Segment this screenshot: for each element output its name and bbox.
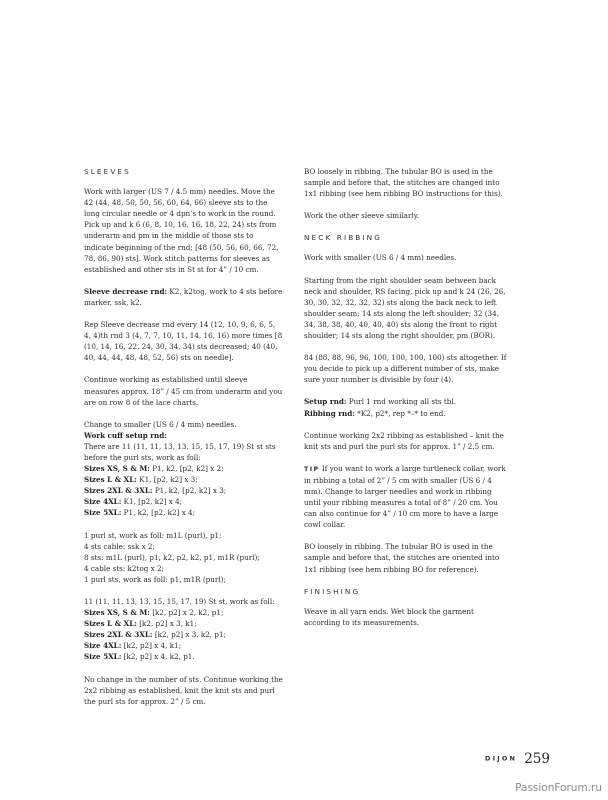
page-footer xyxy=(485,748,550,767)
right-column xyxy=(304,166,508,639)
tip-paragraph xyxy=(304,463,508,531)
neck-needles-paragraph: Work with smaller (US 6 / 4 mm) needles. xyxy=(304,253,457,263)
st-size-line: Size 5XL: [k2, p2] x 4, k2, p1. xyxy=(84,652,195,662)
change-needles-line: Change to smaller (US 6 / 4 mm) needles. xyxy=(84,419,237,429)
ribbing-rnd-line: Ribbing rnd: *K2, p2*, rep *–* to end. xyxy=(304,408,446,418)
cable-line: 4 cable sts: k2tog x 2; xyxy=(84,563,164,573)
cuff-size-line: Sizes L & XL: K1, [p2, k2] x 3; xyxy=(84,475,198,485)
repeat-decrease-paragraph: Rep Sleeve decrease rnd every 14 (12, 10, 9, 6, 6, 5, 4, 4)th rnd 3 (4, 7, 7, 10, 11, 14, 16, 16) more times [8 (10, 14, 16, 22, 24, 30, 34, 34) sts decreased; 40 (40, 40, 44, 44, 48, 48, 52, 56) sts on needle]. xyxy=(84,320,283,363)
bo-paragraph-2: BO loosely in ribbing. The tubular BO is used in the sample and before that, the stitches are oriented into 1x1 ribbing (see hem ribbing BO for reference). xyxy=(304,542,500,574)
other-sleeve-paragraph: Work the other sleeve similarly. xyxy=(304,211,420,221)
final-ribbing-paragraph: No change in the number of sts. Continue working the 2x2 ribbing as established, knit the knit sts and purl the purl sts for approx. 2” / 5 cm. xyxy=(84,674,283,706)
sleeve-decrease-label: Sleeve decrease rnd: xyxy=(84,286,168,296)
sleeve-decrease-text: K2, k2tog, work to 4 sts before marker, ssk, k2. xyxy=(84,286,283,307)
sleeves-heading: SLEEVES xyxy=(84,167,131,176)
cuff-size-line: Sizes XS, S & M: P1, k2, [p2, k2] x 2; xyxy=(84,464,224,474)
cable-line: 8 sts: m1L (purl), p1, k2, p2, k2, p1, m1R (purl); xyxy=(84,552,260,562)
neck-ribbing-heading: NECK RIBBING xyxy=(304,233,382,243)
footer-label: DIJON xyxy=(485,754,518,763)
cable-line: 1 purl st, work as foll: m1L (purl), p1; xyxy=(84,530,222,540)
cuff-size-line: Sizes 2XL & 3XL: P1, k2, [p2, k2] x 3; xyxy=(84,486,227,496)
continue-ribbing-paragraph: Continue working 2x2 ribbing as established – knit the knit sts and purl the purl sts for approx. 1” / 2.5 cm. xyxy=(304,430,504,451)
cuff-size-line: Size 4XL: K1, [p2, k2] x 4; xyxy=(84,497,183,507)
watermark: PassionForum.ru xyxy=(515,782,602,794)
tip-label: TIP xyxy=(304,464,320,473)
st-size-line: Sizes L & XL: [k2, p2] x 3, k1; xyxy=(84,619,197,629)
cuff-setup-label: Work cuff setup rnd: xyxy=(84,430,167,440)
cuff-setup-text: There are 11 (11, 11, 13, 13, 15, 15, 17, 19) St st sts before the purl sts, work as foll: xyxy=(84,441,276,462)
st-size-line: Sizes 2XL & 3XL: [k2, p2] x 3, k2, p1; xyxy=(84,630,226,640)
st-intro-line: 11 (11, 11, 13, 13, 15, 15, 17, 19) St st, work as foll: xyxy=(84,597,275,606)
continue-sleeve-paragraph: Continue working as established until sleeve measures approx. 18” / 45 cm from underarm and you are on row 8 of the lace charts. xyxy=(84,375,283,407)
cuff-size-line: Size 5XL: P1, k2, [p2, k2] x 4; xyxy=(84,508,196,518)
finishing-heading: FINISHING xyxy=(304,586,361,596)
st-size-line: Sizes XS, S & M: [k2, p2] x 2, k2, p1; xyxy=(84,608,224,618)
cable-line: 4 sts cable: ssk x 2; xyxy=(84,541,155,551)
neck-total-paragraph: 84 (88, 88, 96, 96, 100, 100, 100, 100) sts altogether. If you decide to pick up a different number of sts, make sure your number is divisible by four (4). xyxy=(304,353,507,385)
left-column xyxy=(84,166,284,718)
tip-text: If you want to work a large turtleneck collar, work in ribbing a total of 2” / 5 cm with smaller (US 6 / 4 mm). Change to larger needles and work in ribbing until your ribbing measures a total of 8” / 20 cm. You can also continue for 4” / 10 cm more to have a large cowl collar. xyxy=(304,463,506,530)
sleeves-intro-paragraph: Work with larger (US 7 / 4.5 mm) needles. Move the 42 (44, 48, 50, 50, 56, 60, 64, 66) sleeve sts to the long circular needle or 4 dpn’s to work in the round. Pick up and k 6 (6, 8, 10, 16, 16, 18, 22, 24) sts from underarm and pm in the middle of those sts to indicate beginning of the rnd; [48 (50, 56, 60, 66, 72, 78, 86, 90) sts]. Work stitch patterns for sleeves as established and other sts in St st for 4” / 10 cm. xyxy=(84,187,279,274)
st-size-line: Size 4XL: [k2, p2] x 4, k1; xyxy=(84,641,182,651)
neck-pickup-paragraph: Starting from the right shoulder seam between back neck and shoulder, RS facing, pick up and k 24 (26, 26, 30, 30, 32, 32, 32, 32) sts along the back neck to left shoulder seam; 14 sts along the left shoulder; 32 (34, 34, 38, 38, 40, 40, 40, 40) sts along the front to right shoulder; 14 sts along the right shoulder, pm (BOR). xyxy=(304,275,506,341)
finishing-paragraph: Weave in all yarn ends. Wet block the garment according to its measurements. xyxy=(304,606,474,627)
cable-line: 1 purl sts, work as foll: p1, m1R (purl); xyxy=(84,574,226,584)
page-number: 259 xyxy=(524,750,550,767)
sleeve-decrease-rnd xyxy=(84,286,284,308)
bo-paragraph: BO loosely in ribbing. The tubular BO is used in the sample and before that, the stitches are changed into 1x1 ribbing (see hem ribbing BO instructions for this). xyxy=(304,167,503,199)
setup-rnd-line: Setup rnd: Purl 1 rnd working all sts tbl. xyxy=(304,397,456,407)
